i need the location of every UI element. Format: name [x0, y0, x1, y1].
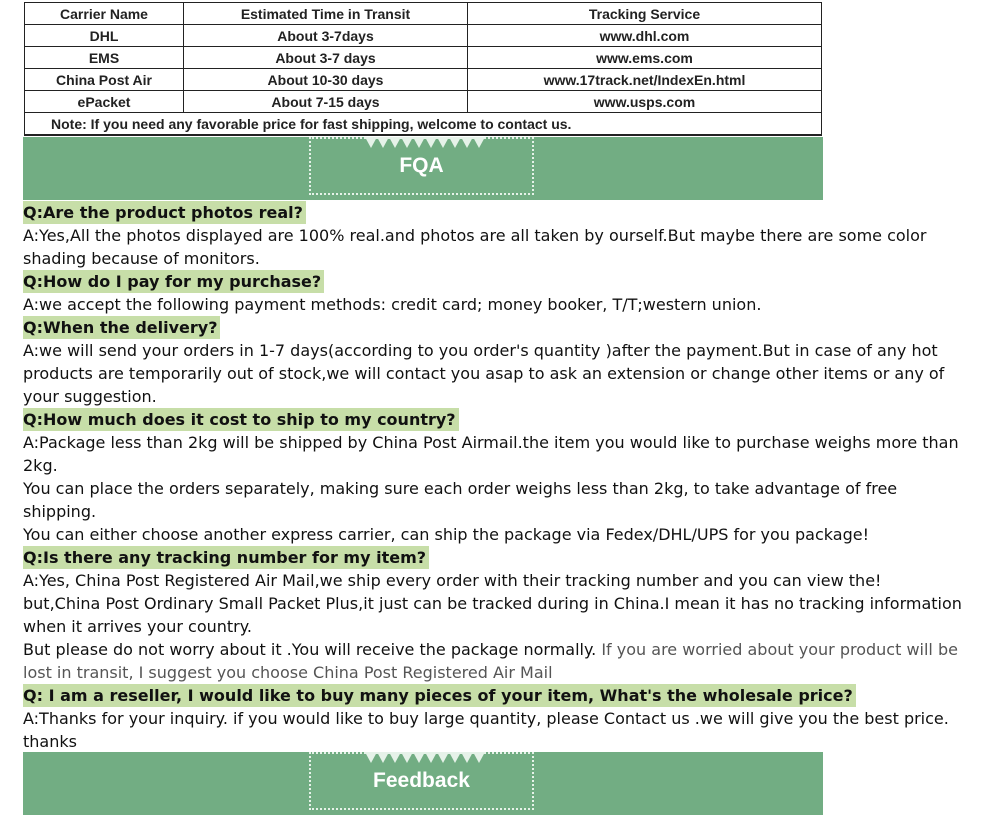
faq-item [23, 270, 973, 316]
feedback-banner-title: Feedback [373, 769, 470, 792]
faq-item [23, 316, 973, 408]
carrier-cell: DHL [25, 25, 184, 47]
table-row [25, 69, 822, 91]
transit-time-cell: About 7-15 days [184, 91, 468, 113]
faq-question: Q:Is there any tracking number for my item? [23, 546, 429, 569]
faq-item [23, 408, 973, 546]
faq-answer-text: But please do not worry about it .You will receive the package normally. [23, 640, 597, 659]
column-header-tracking: Tracking Service [468, 3, 822, 25]
transit-time-cell: About 3-7days [184, 25, 468, 47]
faq-section [23, 201, 973, 753]
table-row [25, 47, 822, 69]
faq-answer-line: You can either choose another express carrier, can ship the package via Fedex/DHL/UPS for you package! [23, 525, 869, 544]
faq-answer-line [23, 638, 973, 684]
feedback-section-banner [23, 752, 823, 815]
fqa-section-banner [23, 137, 823, 200]
faq-answer-text-muted: If you are worried about your product will be lost in transit, I suggest you choose China Post Registered Air Mail [23, 640, 958, 682]
faq-question: Q:How do I pay for my purchase? [23, 270, 324, 293]
faq-item [23, 546, 973, 684]
table-header-row [25, 3, 822, 25]
column-header-transit-time: Estimated Time in Transit [184, 3, 468, 25]
shipping-note: Note: If you need any favorable price for fast shipping, welcome to contact us. [25, 113, 822, 136]
faq-answer: A:Yes, China Post Registered Air Mail,we ship every order with their tracking number and you can view the! [23, 571, 882, 590]
faq-item [23, 684, 973, 753]
tracking-link[interactable]: www.usps.com [468, 91, 822, 113]
faq-item [23, 201, 973, 270]
transit-time-cell: About 10-30 days [184, 69, 468, 91]
carrier-cell: EMS [25, 47, 184, 69]
faq-question: Q: I am a reseller, I would like to buy many pieces of your item, What's the wholesale price? [23, 684, 856, 707]
fqa-banner-title: FQA [399, 154, 444, 177]
shipping-info-table [24, 2, 822, 136]
tracking-link[interactable]: www.dhl.com [468, 25, 822, 47]
faq-answer: A:Thanks for your inquiry. if you would like to buy large quantity, please Contact us .we will give you the best price. thanks [23, 709, 949, 751]
faq-question: Q:How much does it cost to ship to my country? [23, 408, 459, 431]
faq-answer-line: You can place the orders separately, making sure each order weighs less than 2kg, to take advantage of free shipping. [23, 479, 898, 521]
faq-question: Q:Are the product photos real? [23, 201, 306, 224]
faq-answer: A:Yes,All the photos displayed are 100% real.and photos are all taken by ourself.But maybe there are some color shading because of monitors. [23, 226, 927, 268]
table-note-row [25, 113, 822, 136]
table-row [25, 25, 822, 47]
faq-answer: A:we will send your orders in 1-7 days(according to you order's quantity )after the payment.But in case of any hot products are temporarily out of stock,we will contact you asap to ask an extension or change other items or any of your suggestion. [23, 341, 945, 406]
carrier-cell: ePacket [25, 91, 184, 113]
tracking-link[interactable]: www.17track.net/IndexEn.html [468, 69, 822, 91]
carrier-cell: China Post Air [25, 69, 184, 91]
column-header-carrier: Carrier Name [25, 3, 184, 25]
tracking-link[interactable]: www.ems.com [468, 47, 822, 69]
faq-answer: A:we accept the following payment methods: credit card; money booker, T/T;western union. [23, 295, 762, 314]
transit-time-cell: About 3-7 days [184, 47, 468, 69]
table-row [25, 91, 822, 113]
faq-question: Q:When the delivery? [23, 316, 220, 339]
faq-answer-line: but,China Post Ordinary Small Packet Plus,it just can be tracked during in China.I mean it has no tracking information when it arrives your country. [23, 594, 962, 636]
faq-answer: A:Package less than 2kg will be shipped by China Post Airmail.the item you would like to purchase weighs more than 2kg. [23, 433, 959, 475]
